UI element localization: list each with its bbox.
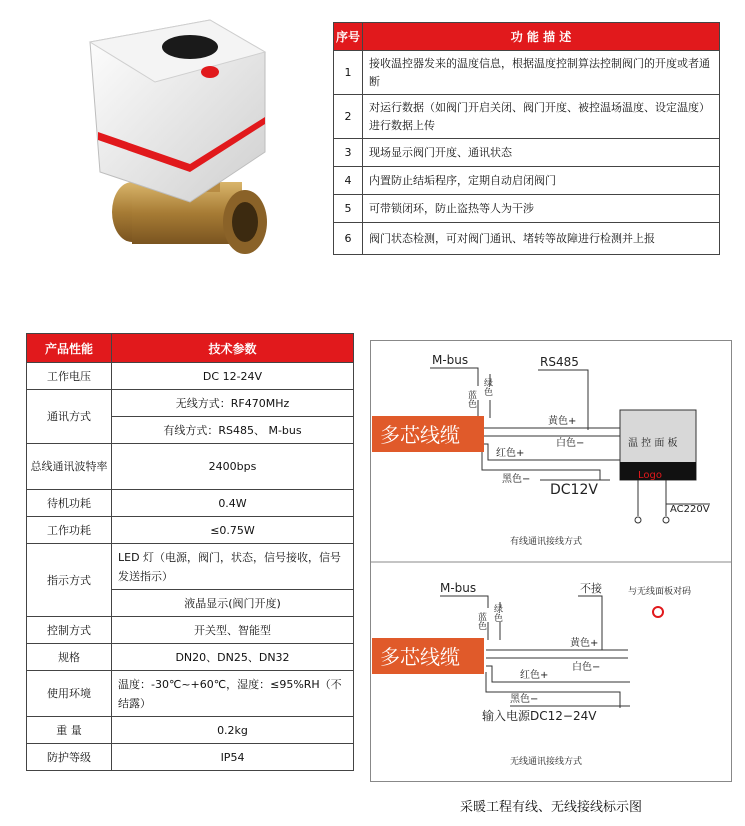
- terminal-icon: [663, 517, 669, 523]
- spec-label: 通讯方式: [27, 390, 112, 444]
- spec-value: IP54: [112, 744, 354, 771]
- column-header: 序号: [334, 23, 363, 51]
- spec-value: 0.2kg: [112, 717, 354, 744]
- spec-label: 重 量: [27, 717, 112, 744]
- blue-wire-label: 蓝色: [476, 612, 486, 630]
- column-header: 技术参数: [112, 334, 354, 363]
- spec-label: 总线通讯波特率: [27, 444, 112, 490]
- table-row: [27, 390, 354, 417]
- table-header-row: [334, 23, 720, 51]
- no-connect-label: 不接: [580, 582, 602, 595]
- black-wire-label: 黑色−: [510, 694, 539, 705]
- green-wire-label: 绿色: [492, 604, 502, 622]
- cable-label: 多芯线缆: [380, 645, 460, 669]
- spec-value: 2400bps: [112, 444, 354, 490]
- table-row: [334, 223, 720, 255]
- table-row: [27, 544, 354, 590]
- dc-label: DC12V: [550, 482, 598, 498]
- spec-label: 规格: [27, 644, 112, 671]
- table-row: [334, 51, 720, 95]
- black-wire-label: 黑色−: [502, 474, 531, 485]
- row-number: 2: [334, 95, 363, 139]
- spec-table: [26, 333, 354, 771]
- row-description: 现场显示阀门开度、通讯状态: [363, 139, 720, 167]
- panel-logo: Logo: [638, 470, 662, 481]
- wiring-diagram: [370, 340, 732, 782]
- wired-title: 有线通讯接线方式: [510, 537, 583, 547]
- yellow-wire-label: 黄色+: [570, 638, 599, 649]
- cable-label: 多芯线缆: [380, 423, 460, 447]
- table-row: [27, 644, 354, 671]
- row-number: 4: [334, 167, 363, 195]
- row-description: 接收温控器发来的温度信息，根据温度控制算法控制阀门的开度或者通断: [363, 51, 720, 95]
- row-number: 1: [334, 51, 363, 95]
- row-description: 可带锁闭环，防止盗热等人为干涉: [363, 195, 720, 223]
- red-wire-label: 红色+: [520, 670, 549, 681]
- spec-value: ≤0.75W: [112, 517, 354, 544]
- table-header-row: [27, 334, 354, 363]
- spec-value: 开关型、智能型: [112, 617, 354, 644]
- spec-label: 工作电压: [27, 363, 112, 390]
- table-row: [27, 517, 354, 544]
- spec-value: DN20、DN25、DN32: [112, 644, 354, 671]
- spec-label: 使用环境: [27, 671, 112, 717]
- table-row: [27, 717, 354, 744]
- table-row: [334, 95, 720, 139]
- rs485-label: RS485: [540, 355, 579, 369]
- row-number: 5: [334, 195, 363, 223]
- spec-value: 温度：-30℃~+60℃，湿度：≤95%RH（不结露）: [112, 671, 354, 717]
- row-number: 3: [334, 139, 363, 167]
- red-wire-label: 红色+: [496, 448, 525, 459]
- terminal-icon: [635, 517, 641, 523]
- table-row: [334, 139, 720, 167]
- table-row: [334, 195, 720, 223]
- diagram-caption: 采暖工程有线、无线接线标示图: [459, 800, 642, 815]
- spec-value: 无线方式：RF470MHz: [112, 390, 354, 417]
- spec-label: 待机功耗: [27, 490, 112, 517]
- table-row: [27, 444, 354, 490]
- table-row: [334, 167, 720, 195]
- wireless-title: 无线通讯接线方式: [510, 757, 583, 767]
- mbus-label: M-bus: [432, 353, 469, 367]
- green-wire-label: 绿色: [482, 378, 492, 396]
- valve-product-image: [60, 12, 300, 282]
- row-description: 对运行数据（如阀门开启关闭、阀门开度、被控温场温度、设定温度）进行数据上传: [363, 95, 720, 139]
- yellow-wire-label: 黄色+: [548, 416, 577, 427]
- spec-label: 指示方式: [27, 544, 112, 617]
- ac-label: AC220V: [670, 504, 710, 515]
- white-wire-label: 白色−: [556, 438, 585, 449]
- table-row: [27, 363, 354, 390]
- table-row: [27, 617, 354, 644]
- column-header: 产品性能: [27, 334, 112, 363]
- spec-value: 0.4W: [112, 490, 354, 517]
- white-wire-label: 白色−: [572, 662, 601, 673]
- row-description: 内置防止结垢程序，定期自动启闭阀门: [363, 167, 720, 195]
- spec-label: 防护等级: [27, 744, 112, 771]
- row-number: 6: [334, 223, 363, 255]
- table-row: [27, 744, 354, 771]
- column-header: 功 能 描 述: [363, 23, 720, 51]
- row-description: 阀门状态检测，可对阀门通讯、堵转等故障进行检测并上报: [363, 223, 720, 255]
- spec-label: 工作功耗: [27, 517, 112, 544]
- spec-value: 液晶显示(阀门开度): [112, 590, 354, 617]
- table-row: [27, 490, 354, 517]
- mbus-label: M-bus: [440, 581, 477, 595]
- blue-wire-label: 蓝色: [466, 390, 476, 408]
- table-row: [27, 671, 354, 717]
- spec-value: LED 灯（电源，阀门，状态，信号接收，信号发送指示）: [112, 544, 354, 590]
- spec-value: 有线方式：RS485、 M-bus: [112, 417, 354, 444]
- spec-label: 控制方式: [27, 617, 112, 644]
- power-input-label: 输入电源DC12−24V: [482, 709, 597, 723]
- spec-value: DC 12-24V: [112, 363, 354, 390]
- function-table: [333, 22, 720, 255]
- pairing-label: 与无线面板对码: [628, 587, 692, 597]
- panel-label: 温 控 面 板: [628, 438, 678, 449]
